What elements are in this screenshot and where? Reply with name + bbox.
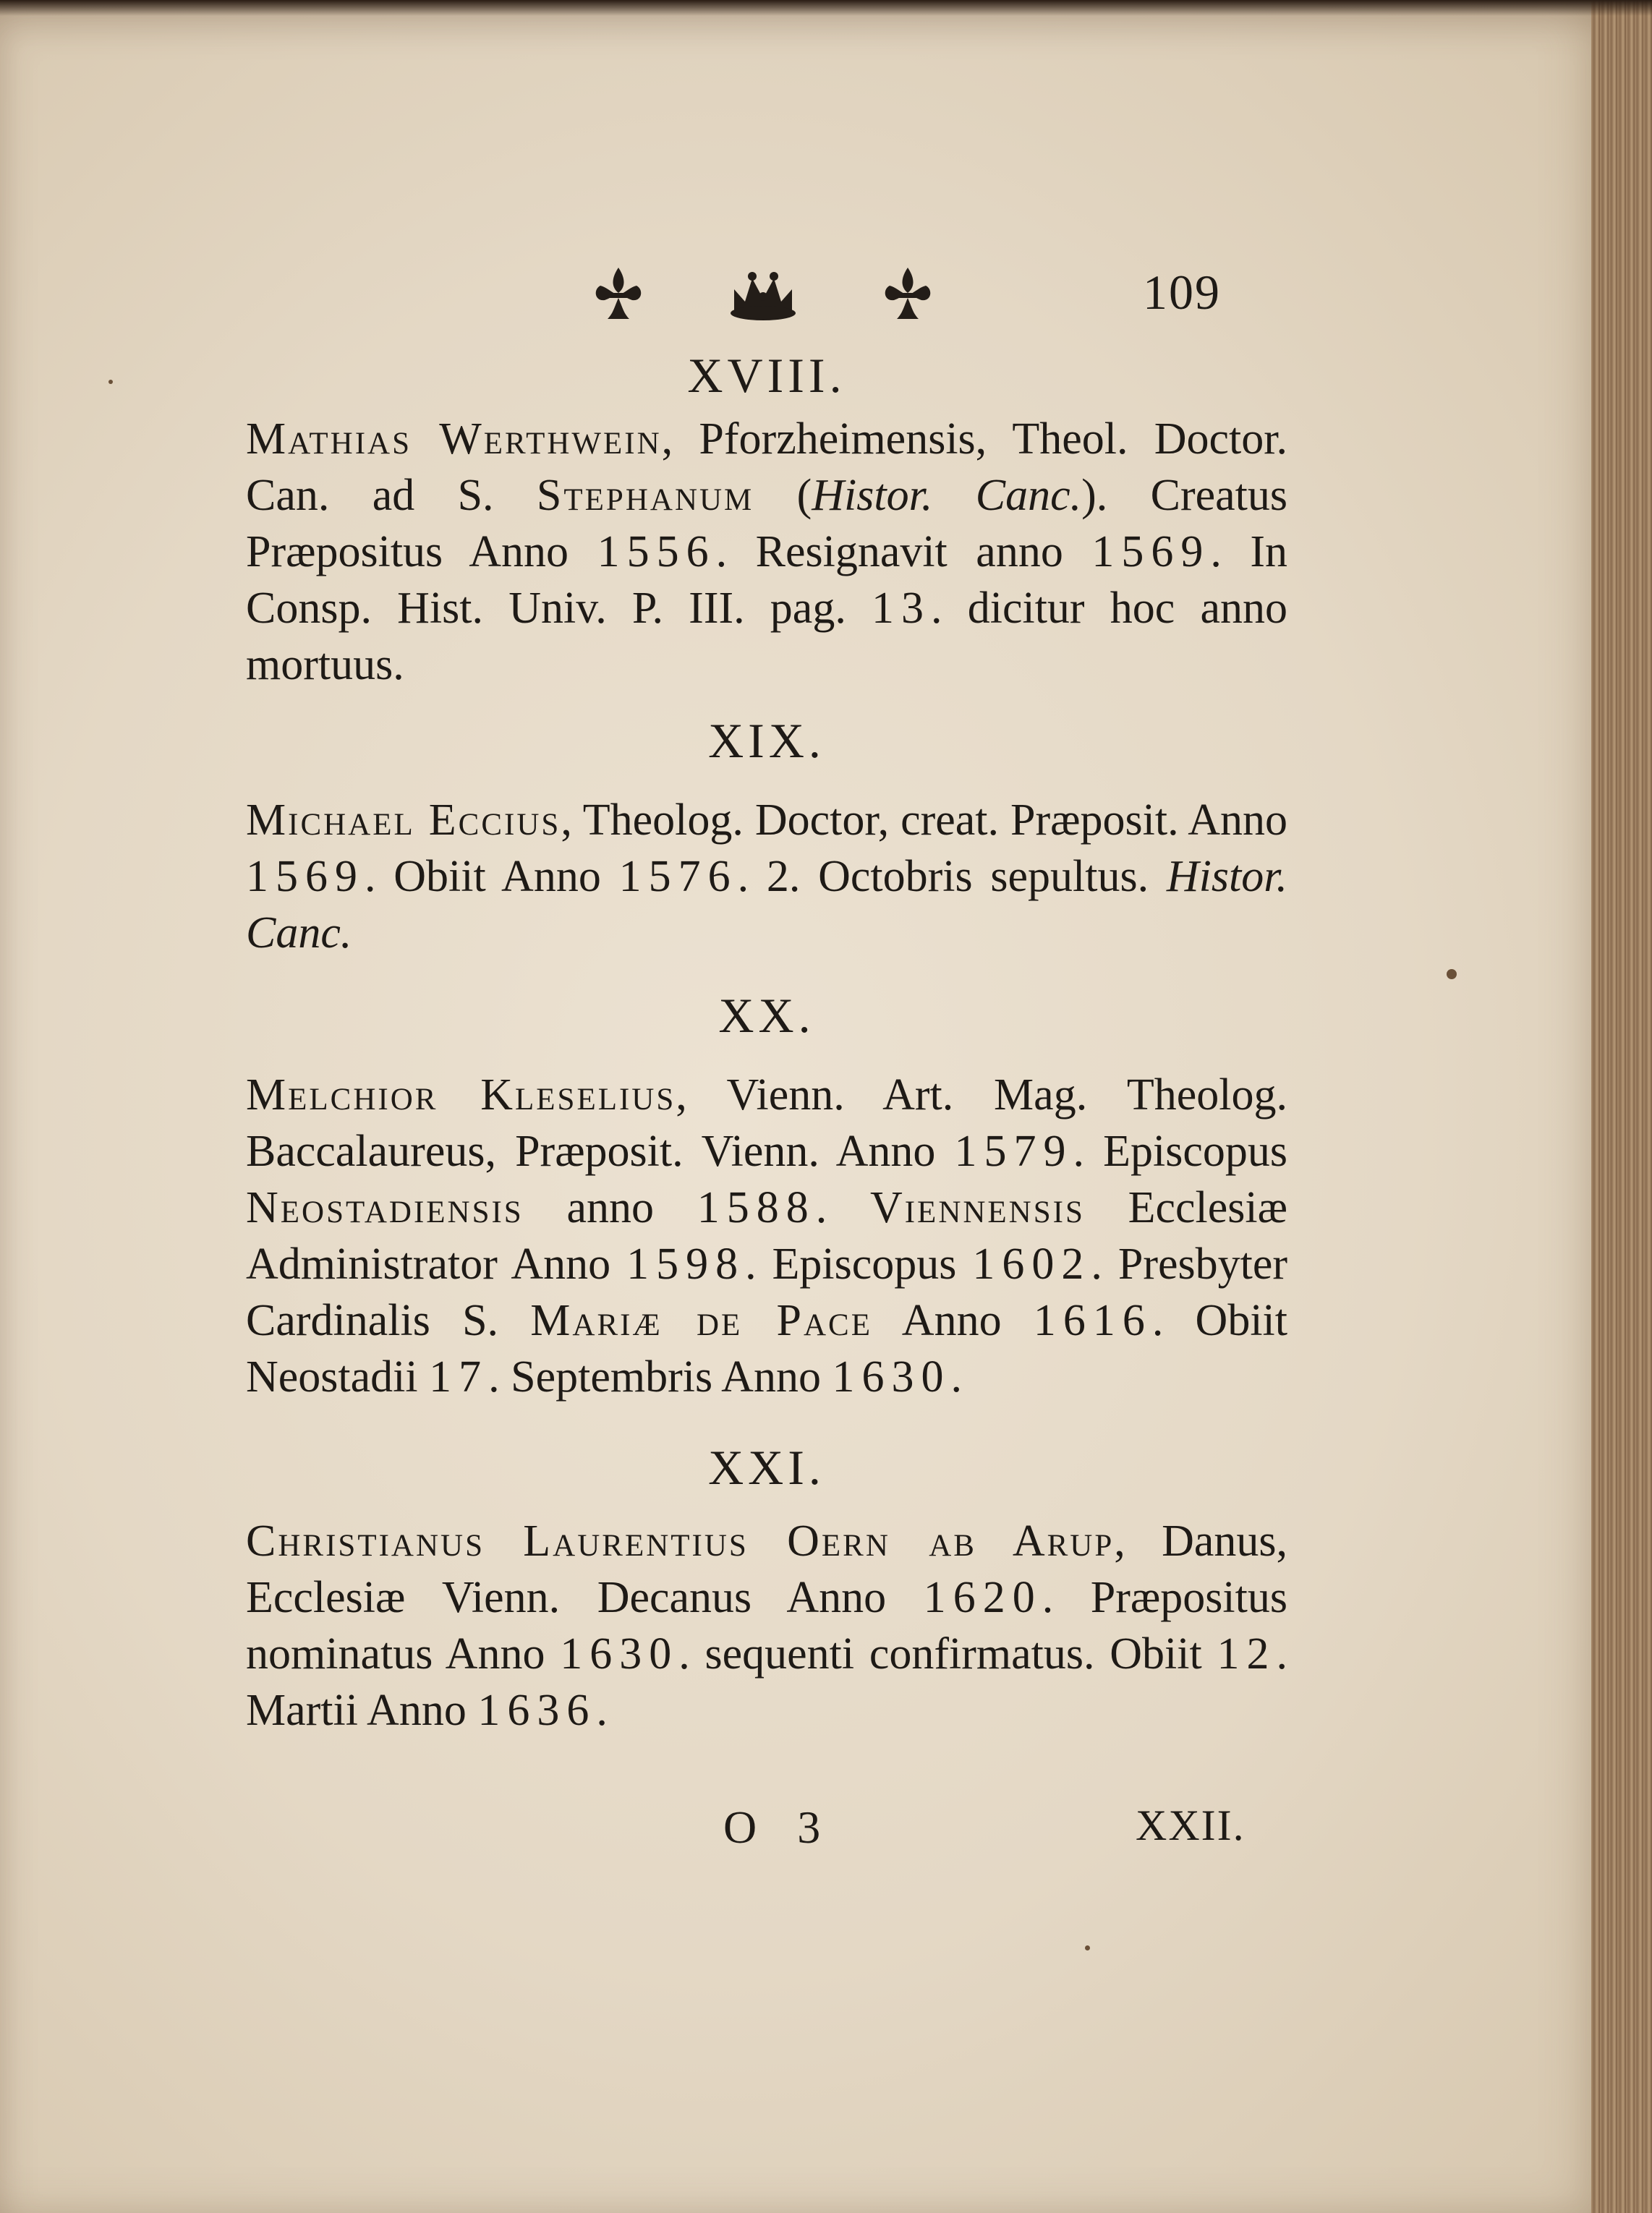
fleur-de-lis-icon [885,268,931,319]
person-name: Melchior Kleselius [246,1070,676,1120]
page-shadow [0,0,1652,16]
section-heading-xx: XX. [718,988,815,1043]
crown-icon [731,272,796,320]
header-ornament [586,257,940,329]
entry-werthwein: Mathias Werthwein, Pforzheimensis, Theol. Doctor. Can. ad S. Stephanum (Histor. Canc.). Creatus Præpositus Anno 1556. Resignavit anno 1569. In Consp. Hist. Univ. P. III. pag. 13. dicitur hoc anno mortuus. [246,414,1288,689]
church-name: Mariæ de Pace [530,1296,872,1345]
place-name: Viennensis [869,1183,1085,1232]
place-name: Neostadiensis [246,1183,524,1232]
catchword: XXII. [1136,1801,1246,1849]
entry-kleselius: Melchior Kleselius, Vienn. Art. Mag. Theolog. Baccalaureus, Præposit. Vienn. Anno 1579. Episcopus Neostadiensis anno 1588. Viennensis Ecclesiæ Administrator Anno 1598. Episcopus 1602. Presbyter Cardinalis S. Mariæ de Pace Anno 1616. Obiit Neostadii 17. Septembris Anno 1630. [246,1070,1288,1402]
person-name: Christianus Laurentius Oern ab Arup [246,1517,1115,1566]
paper-speck [1085,1945,1090,1950]
section-heading-xviii: XVIII. [687,348,846,403]
entry-oern: Christianus Laurentius Oern ab Arup, Danus, Ecclesiæ Vienn. Decanus Anno 1620. Præpositus nominatus Anno 1630. sequenti confirmatus. Obiit 12. Martii Anno 1636. [246,1517,1287,1735]
person-name: Mathias Werthwein [246,414,662,464]
fleur-de-lis-icon [596,268,642,319]
person-name: Michael Eccius [246,796,561,845]
paper-speck [108,380,113,384]
page-number: 109 [1143,265,1221,320]
section-heading-xxi: XXI. [708,1440,825,1495]
source-reference: Histor. Canc. [812,471,1082,520]
person-name: Stephanum [536,471,754,520]
page-edges [1591,0,1652,2213]
entry-eccius: Michael Eccius, Theolog. Doctor, creat. Præposit. Anno 1569. Obiit Anno 1576. 2. Octobris sepultus. Histor. Canc. [246,796,1287,958]
section-heading-xix: XIX. [708,713,825,768]
paper-speck [1447,969,1457,979]
source-reference: Histor. Canc. [246,852,1287,958]
signature-mark: O 3 [723,1801,835,1853]
